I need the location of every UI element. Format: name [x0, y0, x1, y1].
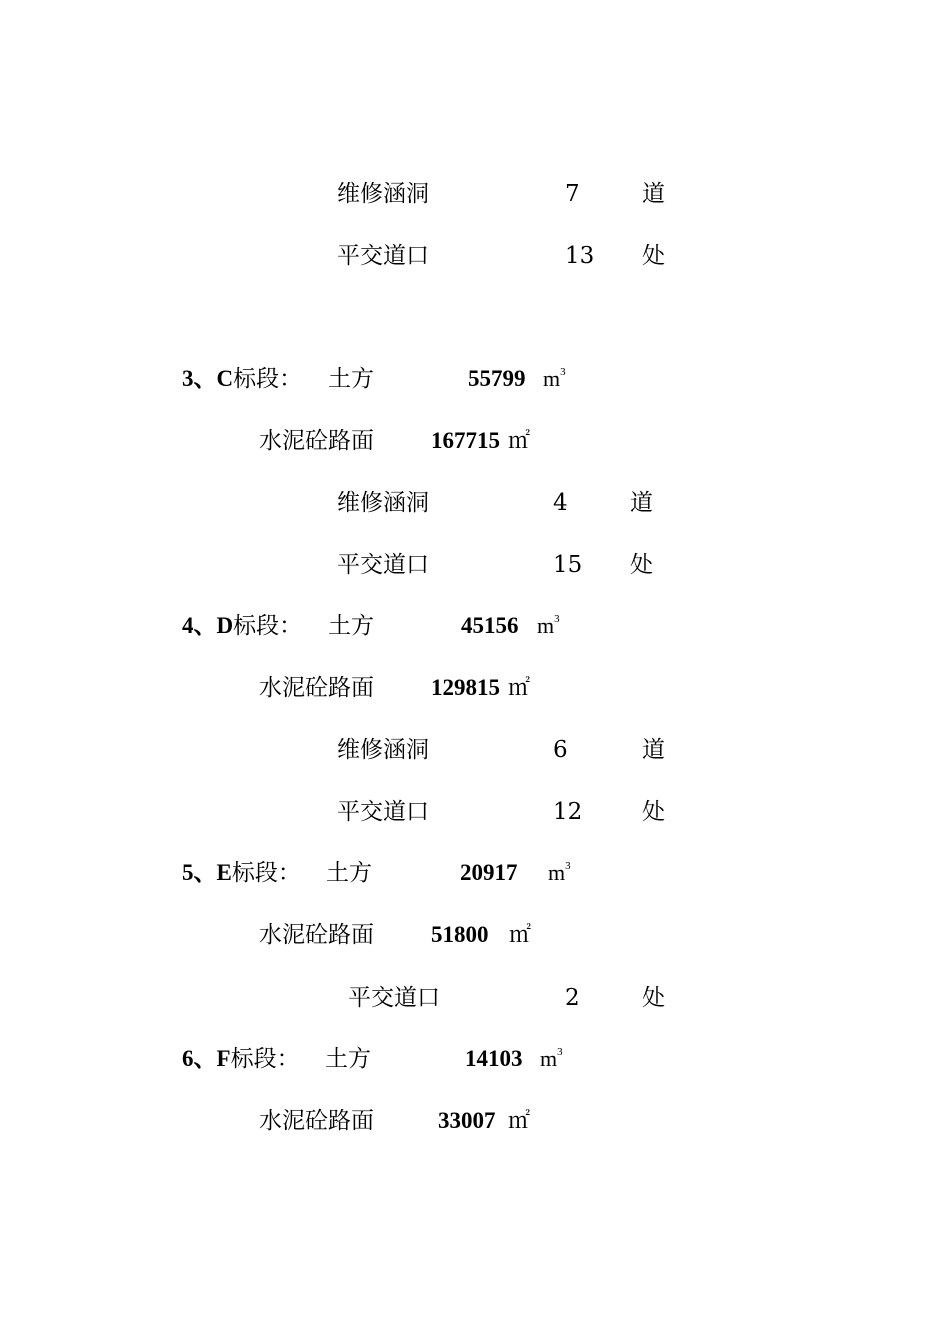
- earth-unit-base: m: [537, 613, 555, 638]
- earth-unit: [548, 859, 571, 887]
- pavement-label: 水泥砼路面: [259, 922, 374, 948]
- crossing-count: 2: [565, 985, 580, 1011]
- pavement-label: 水泥砼路面: [259, 675, 374, 701]
- earth-unit-sup: 3: [554, 613, 560, 625]
- earth-label: 土方: [328, 366, 374, 392]
- crossing-label: 平交道口: [337, 799, 429, 825]
- earth-label: 土方: [325, 1046, 371, 1072]
- crossing-count: 15: [553, 552, 583, 578]
- crossing-unit: 处: [642, 799, 665, 825]
- earth-value: 45156: [461, 613, 519, 638]
- earth-value: 14103: [465, 1046, 523, 1071]
- section-heading: [182, 365, 302, 393]
- earth-unit-base: m: [548, 860, 566, 885]
- culvert-unit: 道: [642, 737, 665, 763]
- crossing-label: 平交道口: [348, 985, 440, 1011]
- culvert-count: 6: [553, 737, 568, 763]
- pavement-value: 129815: [431, 675, 500, 700]
- section-heading: [182, 859, 301, 887]
- pavement-unit: ㎡: [508, 675, 531, 700]
- crossing-unit: 处: [630, 552, 653, 578]
- section-heading: [182, 612, 302, 640]
- earth-unit-base: m: [540, 1046, 558, 1071]
- section-code: D: [216, 613, 234, 638]
- section-code: F: [216, 1046, 231, 1071]
- earth-unit-sup: 3: [557, 1046, 563, 1058]
- crossing-count: 13: [565, 243, 595, 269]
- earth-unit: [543, 365, 566, 393]
- pavement-unit: ㎡: [508, 1108, 531, 1133]
- section-number: 6、: [182, 1046, 217, 1071]
- section-heading: [182, 1045, 300, 1073]
- section-number: 4、: [182, 613, 217, 638]
- crossing-unit: 处: [642, 243, 665, 269]
- culvert-unit: 道: [642, 181, 665, 207]
- pavement-label: 水泥砼路面: [259, 1108, 374, 1134]
- crossing-label: 平交道口: [337, 552, 429, 578]
- culvert-label: 维修涵洞: [337, 490, 429, 516]
- section-title: 标段：: [233, 613, 303, 639]
- earth-unit-sup: 3: [560, 366, 566, 378]
- earth-unit-sup: 3: [565, 860, 571, 872]
- culvert-label: 维修涵洞: [337, 181, 429, 207]
- culvert-count: 7: [565, 181, 580, 207]
- section-number: 3、: [182, 366, 217, 391]
- crossing-unit: 处: [642, 985, 665, 1011]
- section-number: 5、: [182, 860, 217, 885]
- earth-unit-base: m: [543, 366, 561, 391]
- earth-value: 20917: [460, 860, 518, 885]
- pavement-value: 33007: [438, 1108, 496, 1133]
- pavement-value: 51800: [431, 922, 489, 947]
- section-code: E: [216, 860, 232, 885]
- pavement-label: 水泥砼路面: [259, 428, 374, 454]
- section-title: 标段：: [233, 366, 303, 392]
- crossing-count: 12: [553, 799, 583, 825]
- culvert-count: 4: [553, 490, 568, 516]
- earth-value: 55799: [468, 366, 526, 391]
- culvert-label: 维修涵洞: [337, 737, 429, 763]
- section-code: C: [216, 366, 234, 391]
- culvert-unit: 道: [630, 490, 653, 516]
- crossing-label: 平交道口: [337, 243, 429, 269]
- pavement-value: 167715: [431, 428, 500, 453]
- section-title: 标段：: [230, 1046, 300, 1072]
- pavement-unit: ㎡: [509, 922, 532, 947]
- pavement-unit: ㎡: [508, 428, 531, 453]
- earth-unit: [537, 612, 560, 640]
- earth-label: 土方: [326, 860, 372, 886]
- earth-label: 土方: [328, 613, 374, 639]
- earth-unit: [540, 1045, 563, 1073]
- section-title: 标段：: [231, 860, 301, 886]
